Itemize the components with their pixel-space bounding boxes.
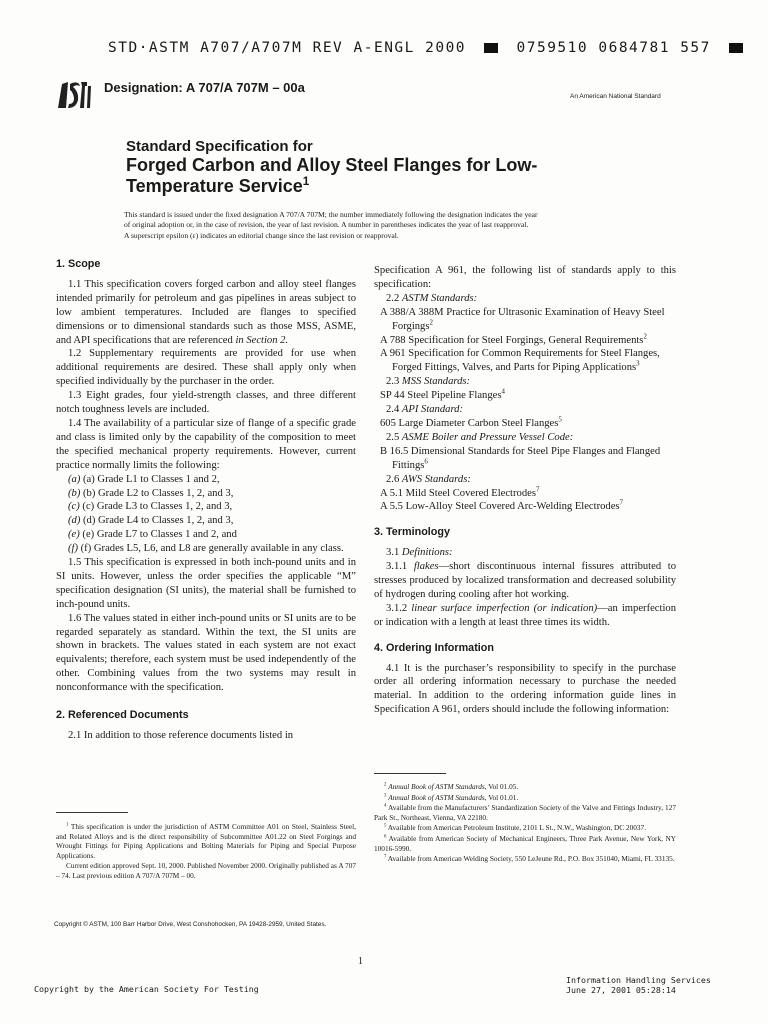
reference-item: A 388/A 388M Practice for Ultrasonic Examination of Heavy Steel Forgings$^2$ bbox=[380, 306, 665, 332]
footnote: $^5$ Available from American Petroleum Institute, 2101 L St., N.W., Washington, DC 20037. bbox=[384, 823, 647, 833]
subsection-2-5: 2.5 ASME Boiler and Pressure Vessel Code: bbox=[386, 431, 574, 443]
grade-item: (e) (e) Grade L7 to Classes 1 and 2, and bbox=[68, 529, 237, 541]
ihs-provider: Information Handling Services bbox=[566, 975, 711, 985]
paragraph-2-1: 2.1 In addition to those reference documents listed in bbox=[68, 730, 294, 741]
paragraph-1-3: 1.3 Eight grades, four yield-strength classes, and three different notch toughness levels are included. bbox=[56, 390, 356, 416]
notice-line: A superscript epsilon (ε) indicates an editorial change since the last revision or reapproval. bbox=[124, 230, 399, 240]
subsection-2-4: 2.4 API Standard: bbox=[386, 404, 464, 416]
footnote-divider bbox=[374, 773, 446, 774]
reference-item: SP 44 Steel Pipeline Flanges$^4$ bbox=[380, 388, 505, 402]
document-control-header bbox=[108, 40, 751, 56]
subsection-2-6: 2.6 AWS Standards: bbox=[386, 473, 471, 485]
footnote: $^1$ This specification is under the jurisdiction of ASTM Committee A01 on Steel, Stainless Steel, and Related Alloys and is the direct responsibility of Subcommittee A01.22 on Steel Forgings and Wrought Fittings for Piping Applications and Bolting Materials for Piping and Special Purpose Applications. bbox=[56, 822, 356, 860]
header-control-number: 0759510 0684781 557 bbox=[516, 40, 711, 56]
reference-item: A 961 Specification for Common Requirements for Steel Flanges, Forged Fittings, Valves, and Parts for Piping Applications$^3$ bbox=[380, 348, 660, 374]
paragraph-1-6: 1.6 The values stated in either inch-pound units or SI units are to be regarded separately as standard. Within the text, the SI units are shown in brackets. The values stated in each system are not exact equivalents; therefore, each system must be used independently of the other. Combining values from the two systems may result in nonconformance with the specification. bbox=[56, 612, 356, 694]
footnotes-right bbox=[374, 782, 676, 865]
grade-item: (d) (d) Grade L4 to Classes 1, 2, and 3, bbox=[68, 515, 234, 527]
paragraph-1-4: 1.4 The availability of a particular size of flange of a specific grade and class is limited only by the capability of the composition to meet the specified mechanical property requirements. However, current practice normally limits the following: bbox=[56, 417, 356, 471]
american-national-standard-label: An American National Standard bbox=[570, 93, 661, 100]
section-heading-terminology: 3. Terminology bbox=[374, 526, 450, 539]
header-block-mark bbox=[484, 43, 498, 53]
issuance-notice bbox=[124, 210, 644, 241]
notice-line: of original adoption or, in the case of revision, the year of last revision. A number in parentheses indicates the year of last reapproval. bbox=[124, 220, 529, 230]
header-standard-id: STD·ASTM A707/A707M REV A-ENGL 2000 bbox=[108, 40, 467, 56]
title-line-2: Forged Carbon and Alloy Steel Flanges for Low- bbox=[126, 155, 538, 176]
subsection-3-1: 3.1 Definitions: bbox=[386, 547, 453, 559]
footnote: $^4$ Available from the Manufacturers’ Standardization Society of the Valve and Fittings Industry, 127 Park St., Northeast, Vienna, VA 22180. bbox=[374, 803, 677, 822]
footnote: Current edition approved Sept. 10, 2000. Published November 2000. Originally published as A 707 – 74. Last previous edition A 707/A 707M – 00. bbox=[56, 861, 356, 880]
astm-logo-icon bbox=[54, 78, 92, 116]
footnote: $^2$ Annual Book of ASTM Standards, Vol 01.05. bbox=[384, 782, 519, 791]
notice-line: This standard is issued under the fixed designation A 707/A 707M; the number immediately following the designation indicates the year bbox=[124, 210, 538, 219]
bottom-copyright: Copyright by the American Society For Testing bbox=[34, 984, 259, 994]
paragraph-2-1-continued: Specification A 961, the following list of standards apply to this specification: bbox=[374, 265, 676, 290]
section-heading-ordering-information: 4. Ordering Information bbox=[374, 641, 494, 654]
reference-item: A 788 Specification for Steel Forgings, General Requirements$^2$ bbox=[380, 333, 647, 346]
ihs-stamp bbox=[566, 976, 711, 995]
page-number: 1 bbox=[358, 956, 363, 967]
grade-item: (c) (c) Grade L3 to Classes 1, 2, and 3, bbox=[68, 501, 233, 513]
footnote: $^3$ Annual Book of ASTM Standards, Vol 01.01. bbox=[384, 792, 519, 802]
designation: Designation: A 707/A 707M – 00a bbox=[104, 80, 305, 95]
definition-flakes: 3.1.1 flakes—short discontinuous internal fissures attributed to stresses produced by localized transformation and decreased solubility of hydrogen during cooling after hot working. bbox=[374, 561, 676, 600]
grade-item: (a) (a) Grade L1 to Classes 1 and 2, bbox=[68, 473, 220, 485]
footnote: $^7$ Available from American Welding Society, 550 LeJeune Rd., P.O. Box 351040, Miami, FL 33135. bbox=[384, 854, 675, 864]
subsection-2-2: 2.2 ASTM Standards: bbox=[386, 292, 478, 304]
ihs-timestamp: June 27, 2001 05:28:14 bbox=[566, 984, 676, 995]
reference-item: A 5.5 Low-Alloy Steel Covered Arc-Welding Electrodes$^7$ bbox=[380, 499, 623, 513]
page-title bbox=[126, 138, 537, 197]
section-heading-referenced-documents: 2. Referenced Documents bbox=[56, 709, 189, 722]
paragraph-4-1: 4.1 It is the purchaser’s responsibility to specify in the purchase order all ordering information necessary to purchase the needed material. In addition to the ordering information guide lines in Specification A 961, orders should include the following information: bbox=[374, 662, 676, 716]
header-block-mark-end bbox=[729, 43, 743, 53]
footnotes-left bbox=[56, 822, 356, 882]
definition-linear-surface-imperfection: 3.1.2 linear surface imperfection (or indication)—an imperfection or indication with a length at least three times its width. bbox=[374, 602, 676, 628]
footnote-divider bbox=[56, 812, 128, 813]
reference-item: A 5.1 Mild Steel Covered Electrodes$^7$ bbox=[380, 485, 540, 499]
reference-item: B 16.5 Dimensional Standards for Steel Pipe Flanges and Flanged Fittings$^6$ bbox=[380, 445, 661, 471]
title-line-3: Temperature Service$^1$ bbox=[126, 174, 310, 196]
grade-item: (f) (f) Grades L5, L6, and L8 are generally available in any class. bbox=[68, 543, 344, 555]
section-heading-scope: 1. Scope bbox=[56, 258, 101, 270]
footnote: $^6$ Available from American Society of Mechanical Engineers, Three Park Avenue, New York, NY 10016-5990. bbox=[374, 833, 677, 853]
paragraph-1-2: 1.2 Supplementary requirements are provided for use when additional requirements are desired. These shall apply only when specified individually by the purchaser in the order. bbox=[56, 348, 356, 388]
paragraph-1-5: 1.5 This specification is expressed in both inch-pound units and in SI units. However, unless the order specifies the applicable “M” specification designation (SI units), the material shall be furnished to inch-pound units. bbox=[56, 557, 356, 610]
grade-item: (b) (b) Grade L2 to Classes 1, 2, and 3, bbox=[68, 487, 234, 499]
reference-item: 605 Large Diameter Carbon Steel Flanges$^5$ bbox=[380, 416, 562, 429]
right-column bbox=[374, 264, 676, 717]
paragraph-1-1: 1.1 This specification covers forged carbon and alloy steel flanges intended primarily for petroleum and gas pipelines in areas subject to low ambient temperatures. Included are flanges to specified dimensions or to dimensional standards such as those MSS, ASME, and API specifications that are referenced in Section 2. bbox=[56, 278, 356, 346]
left-column bbox=[56, 258, 356, 743]
subsection-2-3: 2.3 MSS Standards: bbox=[386, 376, 471, 388]
astm-copyright-line: Copyright © ASTM, 100 Barr Harbor Drive, West Conshohocken, PA 19428-2959, United States. bbox=[54, 921, 327, 928]
svg-text:ASTM: ASTM bbox=[54, 78, 57, 79]
title-line-1: Standard Specification for bbox=[126, 138, 313, 155]
